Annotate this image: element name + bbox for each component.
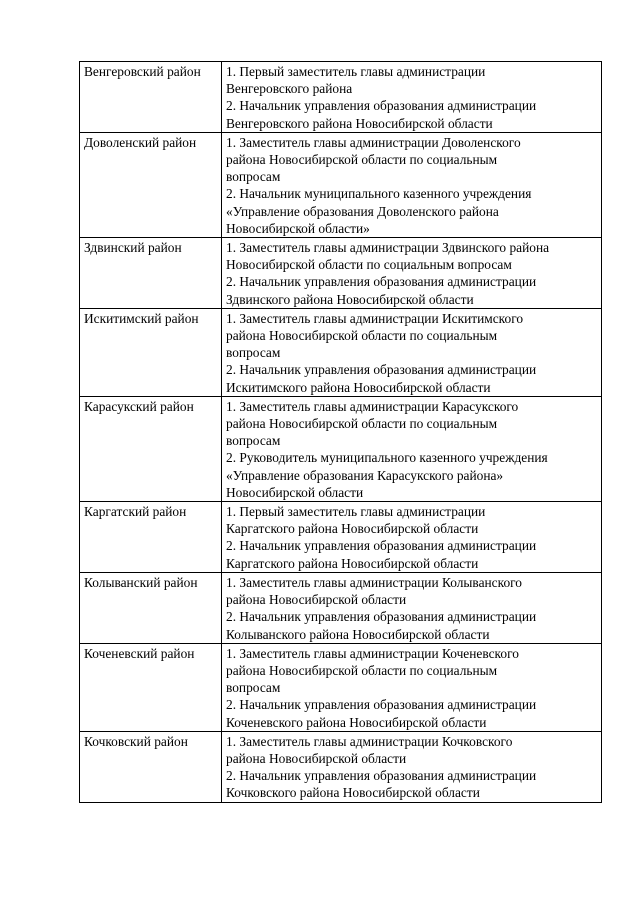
table-row <box>80 238 602 309</box>
official-line: 2. Начальник управления образования администрации <box>226 609 537 625</box>
official-line: 2. Начальник управления образования администрации <box>226 697 537 713</box>
officials-cell <box>222 308 602 396</box>
district-cell: Кочковский район <box>80 731 222 802</box>
table-row <box>80 132 602 237</box>
district-cell: Искитимский район <box>80 308 222 396</box>
official-line: района Новосибирской области по социальным <box>226 328 498 344</box>
official-line: 1. Первый заместитель главы администрации <box>226 64 486 79</box>
district-cell: Каргатский район <box>80 502 222 573</box>
official-line: Искитимского района Новосибирской области <box>226 379 491 395</box>
official-line: Каргатского района Новосибирской области <box>226 555 479 571</box>
table-row <box>80 396 602 501</box>
table-row <box>80 643 602 731</box>
official-line: 1. Заместитель главы администрации Искитимского <box>226 310 524 326</box>
official-line: 2. Начальник управления образования администрации <box>226 274 537 290</box>
official-line: Каргатского района Новосибирской области <box>226 521 479 537</box>
official-line: 2. Начальник управления образования администрации <box>226 538 537 554</box>
official-line: района Новосибирской области по социальным <box>226 152 498 168</box>
officials-cell <box>222 396 602 501</box>
officials-cell <box>222 132 602 237</box>
official-line: района Новосибирской области <box>226 750 407 766</box>
official-line: района Новосибирской области <box>226 592 407 608</box>
official-line: 1. Заместитель главы администрации Здвинского района <box>226 240 550 256</box>
official-line: 1. Первый заместитель главы администрации <box>226 504 486 520</box>
official-line: Новосибирской области по социальным вопросам <box>226 257 512 273</box>
district-cell: Карасукский район <box>80 396 222 501</box>
table-body <box>80 62 602 803</box>
official-line: Новосибирской области <box>226 484 364 500</box>
district-cell: Здвинский район <box>80 238 222 309</box>
official-line: 1. Заместитель главы администрации Карасукского <box>226 398 519 414</box>
table-row <box>80 62 602 133</box>
official-line: Венгеровского района Новосибирской области <box>226 115 493 131</box>
official-line: вопросам <box>226 680 281 696</box>
officials-cell <box>222 238 602 309</box>
table-row <box>80 572 602 643</box>
official-line: «Управление образования Доволенского района <box>226 203 499 219</box>
district-cell: Доволенский район <box>80 132 222 237</box>
official-line: 2. Руководитель муниципального казенного учреждения <box>226 450 548 466</box>
table-row <box>80 502 602 573</box>
officials-table <box>79 61 602 803</box>
officials-cell <box>222 502 602 573</box>
official-line: Венгеровского района <box>226 81 353 97</box>
officials-cell <box>222 731 602 802</box>
official-line: 2. Начальник управления образования администрации <box>226 768 537 784</box>
official-line: вопросам <box>226 169 281 185</box>
officials-cell <box>222 62 602 133</box>
official-line: вопросам <box>226 433 281 449</box>
official-line: 2. Начальник управления образования администрации <box>226 98 537 114</box>
district-cell: Коченевский район <box>80 643 222 731</box>
official-line: 1. Заместитель главы администрации Колыванского <box>226 574 522 590</box>
official-line: Коченевского района Новосибирской области <box>226 714 487 730</box>
official-line: 1. Заместитель главы администрации Доволенского <box>226 134 521 150</box>
official-line: 1. Заместитель главы администрации Кочковского <box>226 733 513 749</box>
official-line: Колыванского района Новосибирской области <box>226 626 490 642</box>
official-line: вопросам <box>226 345 281 361</box>
official-line: Кочковского района Новосибирской области <box>226 785 480 801</box>
officials-cell <box>222 643 602 731</box>
official-line: «Управление образования Карасукского района» <box>226 467 504 483</box>
table-row <box>80 308 602 396</box>
official-line: 2. Начальник управления образования администрации <box>226 362 537 378</box>
district-cell: Колыванский район <box>80 572 222 643</box>
official-line: района Новосибирской области по социальным <box>226 416 498 432</box>
officials-cell <box>222 572 602 643</box>
official-line: 2. Начальник муниципального казенного учреждения <box>226 186 532 202</box>
official-line: района Новосибирской области по социальным <box>226 662 498 678</box>
official-line: Новосибирской области» <box>226 220 370 236</box>
table-row <box>80 731 602 802</box>
official-line: Здвинского района Новосибирской области <box>226 291 474 307</box>
district-cell: Венгеровский район <box>80 62 222 133</box>
official-line: 1. Заместитель главы администрации Коченевского <box>226 645 519 661</box>
